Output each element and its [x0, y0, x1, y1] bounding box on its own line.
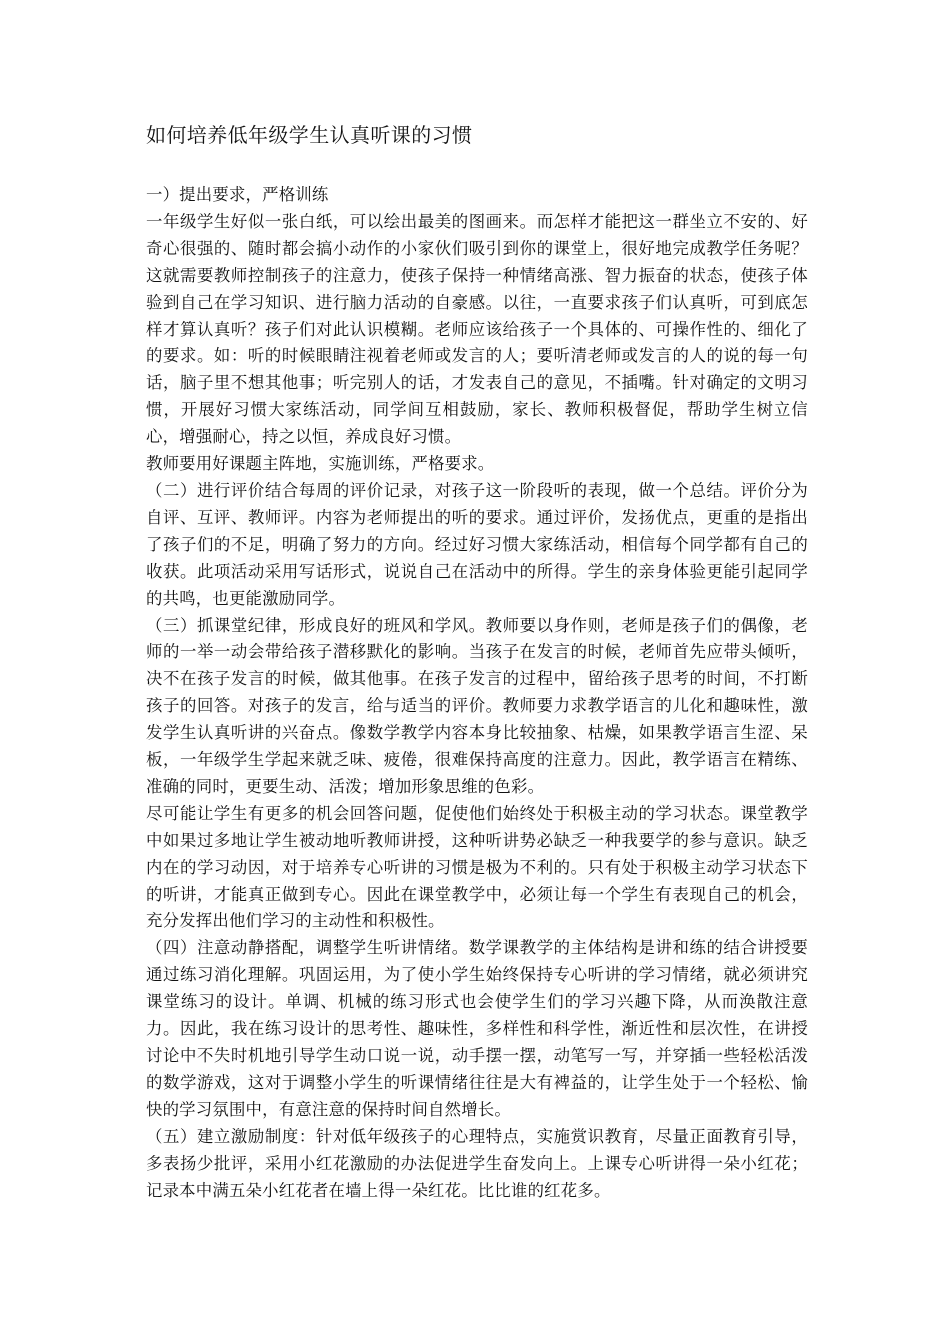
document-body — [146, 182, 808, 1204]
section-heading-1: 一）提出要求，严格训练 — [146, 185, 329, 204]
paragraph-1: 一年级学生好似一张白纸，可以绘出最美的图画来。而怎样才能把这一群坐立不安的、好奇心很强的、随时都会搞小动作的小家伙们吸引到你的课堂上，很好地完成教学任务呢？这就需要教师控制孩子的注意力，使孩子保持一种情绪高涨、智力振奋的状态，使孩子体验到自己在学习知识、进行脑力活动的自豪感。以往，一直要求孩子们认真听，可到底怎样才算认真听？孩子们对此认识模糊。老师应该给孩子一个具体的、可操作性的、细化了的要求。如：听的时候眼睛注视着老师或发言的人；要听清老师或发言的人的说的每一句话，脑子里不想其他事；听完别人的话，才发表自己的意见，不插嘴。针对确定的文明习惯，开展好习惯大家练活动，同学间互相鼓励，家长、教师积极督促，帮助学生树立信心，增强耐心，持之以恒，养成良好习惯。 — [146, 211, 808, 447]
document-title: 如何培养低年级学生认真听课的习惯 — [146, 123, 473, 147]
paragraph-3: （二）进行评价结合每周的评价记录，对孩子这一阶段听的表现，做一个总结。评价分为自评、互评、教师评。内容为老师提出的听的要求。通过评价，发扬优点，更重的是指出了孩子们的不足，明确了努力的方向。经过好习惯大家练活动，相信每个同学都有自己的收获。此项活动采用写话形式，说说自己在活动中的所得。学生的亲身体验更能引起同学的共鸣，也更能激励同学。 — [146, 480, 808, 608]
paragraph-7: （五）建立激励制度：针对低年级孩子的心理特点，实施赏识教育，尽量正面教育引导，多表扬少批评，采用小红花激励的办法促进学生奋发向上。上课专心听讲得一朵小红花；记录本中满五朵小红花者在墙上得一朵红花。比比谁的红花多。 — [146, 1126, 808, 1200]
document-content — [146, 118, 808, 1204]
paragraph-4: （三）抓课堂纪律，形成良好的班风和学风。教师要以身作则，老师是孩子们的偶像，老师的一举一动会带给孩子潜移默化的影响。当孩子在发言的时候，老师首先应带头倾听，决不在孩子发言的时候，做其他事。在孩子发言的过程中，留给孩子思考的时间，不打断孩子的回答。对孩子的发言，给与适当的评价。教师要力求教学语言的儿化和趣味性，激发学生认真听讲的兴奋点。像数学教学内容本身比较抽象、枯燥，如果教学语言生涩、呆板，一年级学生学起来就乏味、疲倦，很难保持高度的注意力。因此，教学语言在精练、准确的同时，更要生动、活泼；增加形象思维的色彩。 — [146, 615, 808, 796]
paragraph-5: 尽可能让学生有更多的机会回答问题，促使他们始终处于积极主动的学习状态。课堂教学中如果过多地让学生被动地听教师讲授，这种听讲势必缺乏一种我要学的参与意识。缺乏内在的学习动因，对于培养专心听讲的习惯是极为不利的。只有处于积极主动学习状态下的听讲，才能真正做到专心。因此在课堂教学中，必须让每一个学生有表现自己的机会，充分发挥出他们学习的主动性和积极性。 — [146, 803, 808, 931]
paragraph-2: 教师要用好课题主阵地，实施训练，严格要求。 — [146, 454, 495, 474]
paragraph-6: （四）注意动静搭配，调整学生听讲情绪。数学课教学的主体结构是讲和练的结合讲授要通过练习消化理解。巩固运用，为了使小学生始终保持专心听讲的学习情绪，就必须讲究课堂练习的设计。单调、机械的练习形式也会使学生们的学习兴趣下降，从而涣散注意力。因此，我在练习设计的思考性、趣味性，多样性和科学性，渐近性和层次性，在讲授讨论中不失时机地引导学生动口说一说，动手摆一摆，动笔写一写，并穿插一些轻松活泼的数学游戏，这对于调整小学生的听课情绪往往是大有裨益的，让学生处于一个轻松、愉快的学习氛围中，有意注意的保持时间自然增长。 — [146, 938, 808, 1119]
